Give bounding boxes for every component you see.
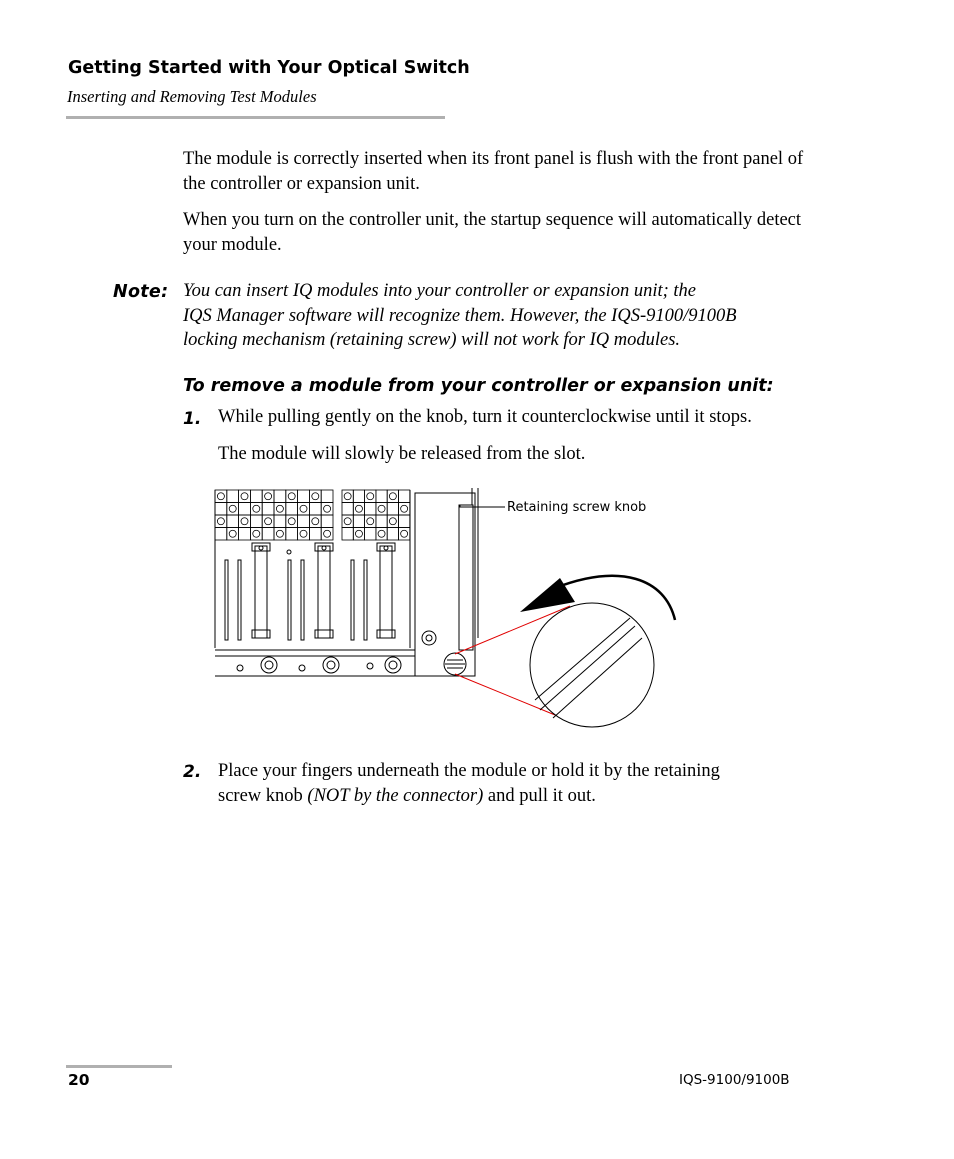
- vent-cell: [250, 503, 262, 516]
- step-2-line-2-start: screw knob: [218, 786, 308, 806]
- vent-cell: [353, 528, 364, 541]
- vent-cell: [274, 490, 286, 503]
- retaining-screw-knob-icon: [444, 653, 466, 675]
- step-1-subtext: The module will slowly be released from the slot.: [218, 444, 586, 464]
- header-divider: [66, 116, 445, 119]
- vent-cell: [353, 515, 364, 528]
- vent-cell: [387, 528, 398, 541]
- note-line-2: IQS Manager software will recognize them. However, the IQS-9100/9100B: [183, 305, 737, 326]
- vent-cell: [309, 515, 321, 528]
- vent-cell: [286, 490, 298, 503]
- vent-cell: [376, 490, 387, 503]
- vent-cell: [274, 528, 286, 541]
- vent-hole: [241, 518, 248, 525]
- vent-cell: [262, 503, 274, 516]
- page-number: 20: [68, 1071, 90, 1089]
- vent-hole: [355, 505, 362, 512]
- vent-cell: [286, 528, 298, 541]
- vent-hole: [253, 530, 260, 537]
- vent-hole: [367, 518, 374, 525]
- vent-hole: [355, 530, 362, 537]
- vent-hole: [276, 530, 283, 537]
- vent-cell: [309, 528, 321, 541]
- vent-hole: [300, 530, 307, 537]
- vent-cell: [353, 503, 364, 516]
- vent-cell: [215, 515, 227, 528]
- vent-cell: [286, 515, 298, 528]
- vent-hole: [312, 493, 319, 500]
- vent-cell: [227, 490, 239, 503]
- vent-hole: [288, 518, 295, 525]
- vent-hole: [265, 493, 272, 500]
- vent-hole: [229, 505, 236, 512]
- vent-cell: [365, 503, 376, 516]
- vent-cell: [387, 503, 398, 516]
- vent-hole: [324, 505, 331, 512]
- note-label: Note:: [113, 282, 169, 302]
- vent-cell: [376, 503, 387, 516]
- callout-retaining-screw-knob: Retaining screw knob: [507, 500, 647, 515]
- vent-cell: [286, 503, 298, 516]
- chassis-base: [215, 650, 475, 676]
- step-2-text: [218, 759, 818, 809]
- vent-hole: [288, 493, 295, 500]
- vent-cell: [262, 490, 274, 503]
- vent-cell: [399, 490, 410, 503]
- vent-hole: [367, 493, 374, 500]
- footer-divider: [66, 1065, 172, 1068]
- vent-hole: [253, 505, 260, 512]
- vent-cell: [342, 490, 353, 503]
- module-front-panels: [215, 490, 410, 648]
- vent-cell: [321, 528, 333, 541]
- vent-hole: [401, 530, 408, 537]
- step-1-text: While pulling gently on the knob, turn it counterclockwise until it stops.: [218, 407, 752, 427]
- vent-hole: [389, 493, 396, 500]
- vent-cell: [387, 515, 398, 528]
- vent-cell: [239, 503, 251, 516]
- module-vent-grid: [215, 490, 410, 540]
- knob-detail-circle: [530, 603, 654, 727]
- vent-hole: [401, 505, 408, 512]
- procedure-heading: To remove a module from your controller or expansion unit:: [183, 376, 774, 396]
- vent-cell: [309, 503, 321, 516]
- product-name: IQS-9100/9100B: [679, 1072, 790, 1088]
- vent-cell: [387, 490, 398, 503]
- vent-cell: [376, 528, 387, 541]
- vent-cell: [353, 490, 364, 503]
- vent-cell: [399, 503, 410, 516]
- step-2-line-2-end: and pull it out.: [483, 786, 596, 806]
- vent-cell: [342, 528, 353, 541]
- vent-hole: [324, 530, 331, 537]
- step-1-number: 1.: [183, 409, 202, 429]
- vent-cell: [250, 528, 262, 541]
- vent-hole: [344, 493, 351, 500]
- vent-cell: [262, 515, 274, 528]
- vent-hole: [389, 518, 396, 525]
- vent-cell: [215, 490, 227, 503]
- vent-cell: [342, 503, 353, 516]
- vent-hole: [217, 518, 224, 525]
- body-paragraph-1: The module is correctly inserted when its front panel is flush with the front panel of the controller or expansion unit.: [183, 149, 804, 194]
- vent-cell: [298, 528, 310, 541]
- step-2-number: 2.: [183, 762, 202, 782]
- vent-cell: [274, 515, 286, 528]
- vent-cell: [298, 503, 310, 516]
- vent-cell: [365, 515, 376, 528]
- vent-cell: [298, 490, 310, 503]
- vent-cell: [365, 528, 376, 541]
- vent-cell: [250, 490, 262, 503]
- vent-cell: [342, 515, 353, 528]
- vent-hole: [229, 530, 236, 537]
- note-line-3: locking mechanism (retaining screw) will not work for IQ modules.: [183, 330, 681, 350]
- vent-cell: [227, 515, 239, 528]
- vent-cell: [376, 515, 387, 528]
- note-line-1: You can insert IQ modules into your controller or expansion unit; the: [183, 281, 696, 301]
- vent-cell: [215, 503, 227, 516]
- vent-cell: [298, 515, 310, 528]
- module-removal-figure: [210, 478, 690, 728]
- vent-hole: [378, 505, 385, 512]
- vent-cell: [321, 503, 333, 516]
- vent-hole: [378, 530, 385, 537]
- vent-hole: [265, 518, 272, 525]
- vent-cell: [399, 515, 410, 528]
- vent-cell: [227, 503, 239, 516]
- vent-cell: [321, 515, 333, 528]
- step-2-line-2: [218, 784, 818, 809]
- body-paragraph-2: When you turn on the controller unit, the startup sequence will automatically detect your module.: [183, 210, 802, 255]
- vent-cell: [215, 528, 227, 541]
- note-text: [183, 279, 823, 353]
- vent-hole: [312, 518, 319, 525]
- vent-hole: [276, 505, 283, 512]
- running-header-subtitle: Inserting and Removing Test Modules: [67, 87, 317, 106]
- vent-hole: [300, 505, 307, 512]
- vent-cell: [262, 528, 274, 541]
- vent-cell: [399, 528, 410, 541]
- vent-cell: [227, 528, 239, 541]
- running-header-title: Getting Started with Your Optical Switch: [68, 58, 470, 78]
- vent-cell: [309, 490, 321, 503]
- counterclockwise-arrow-icon: [520, 576, 675, 620]
- vent-cell: [250, 515, 262, 528]
- vent-hole: [344, 518, 351, 525]
- module-side-panel: [415, 488, 478, 676]
- vent-cell: [239, 528, 251, 541]
- vent-cell: [321, 490, 333, 503]
- vent-cell: [274, 503, 286, 516]
- vent-cell: [239, 515, 251, 528]
- vent-cell: [365, 490, 376, 503]
- vent-cell: [239, 490, 251, 503]
- step-2-emphasis: (NOT by the connector): [307, 786, 484, 806]
- vent-hole: [241, 493, 248, 500]
- step-2-line-1: Place your fingers underneath the module or hold it by the retaining: [218, 761, 720, 781]
- vent-hole: [217, 493, 224, 500]
